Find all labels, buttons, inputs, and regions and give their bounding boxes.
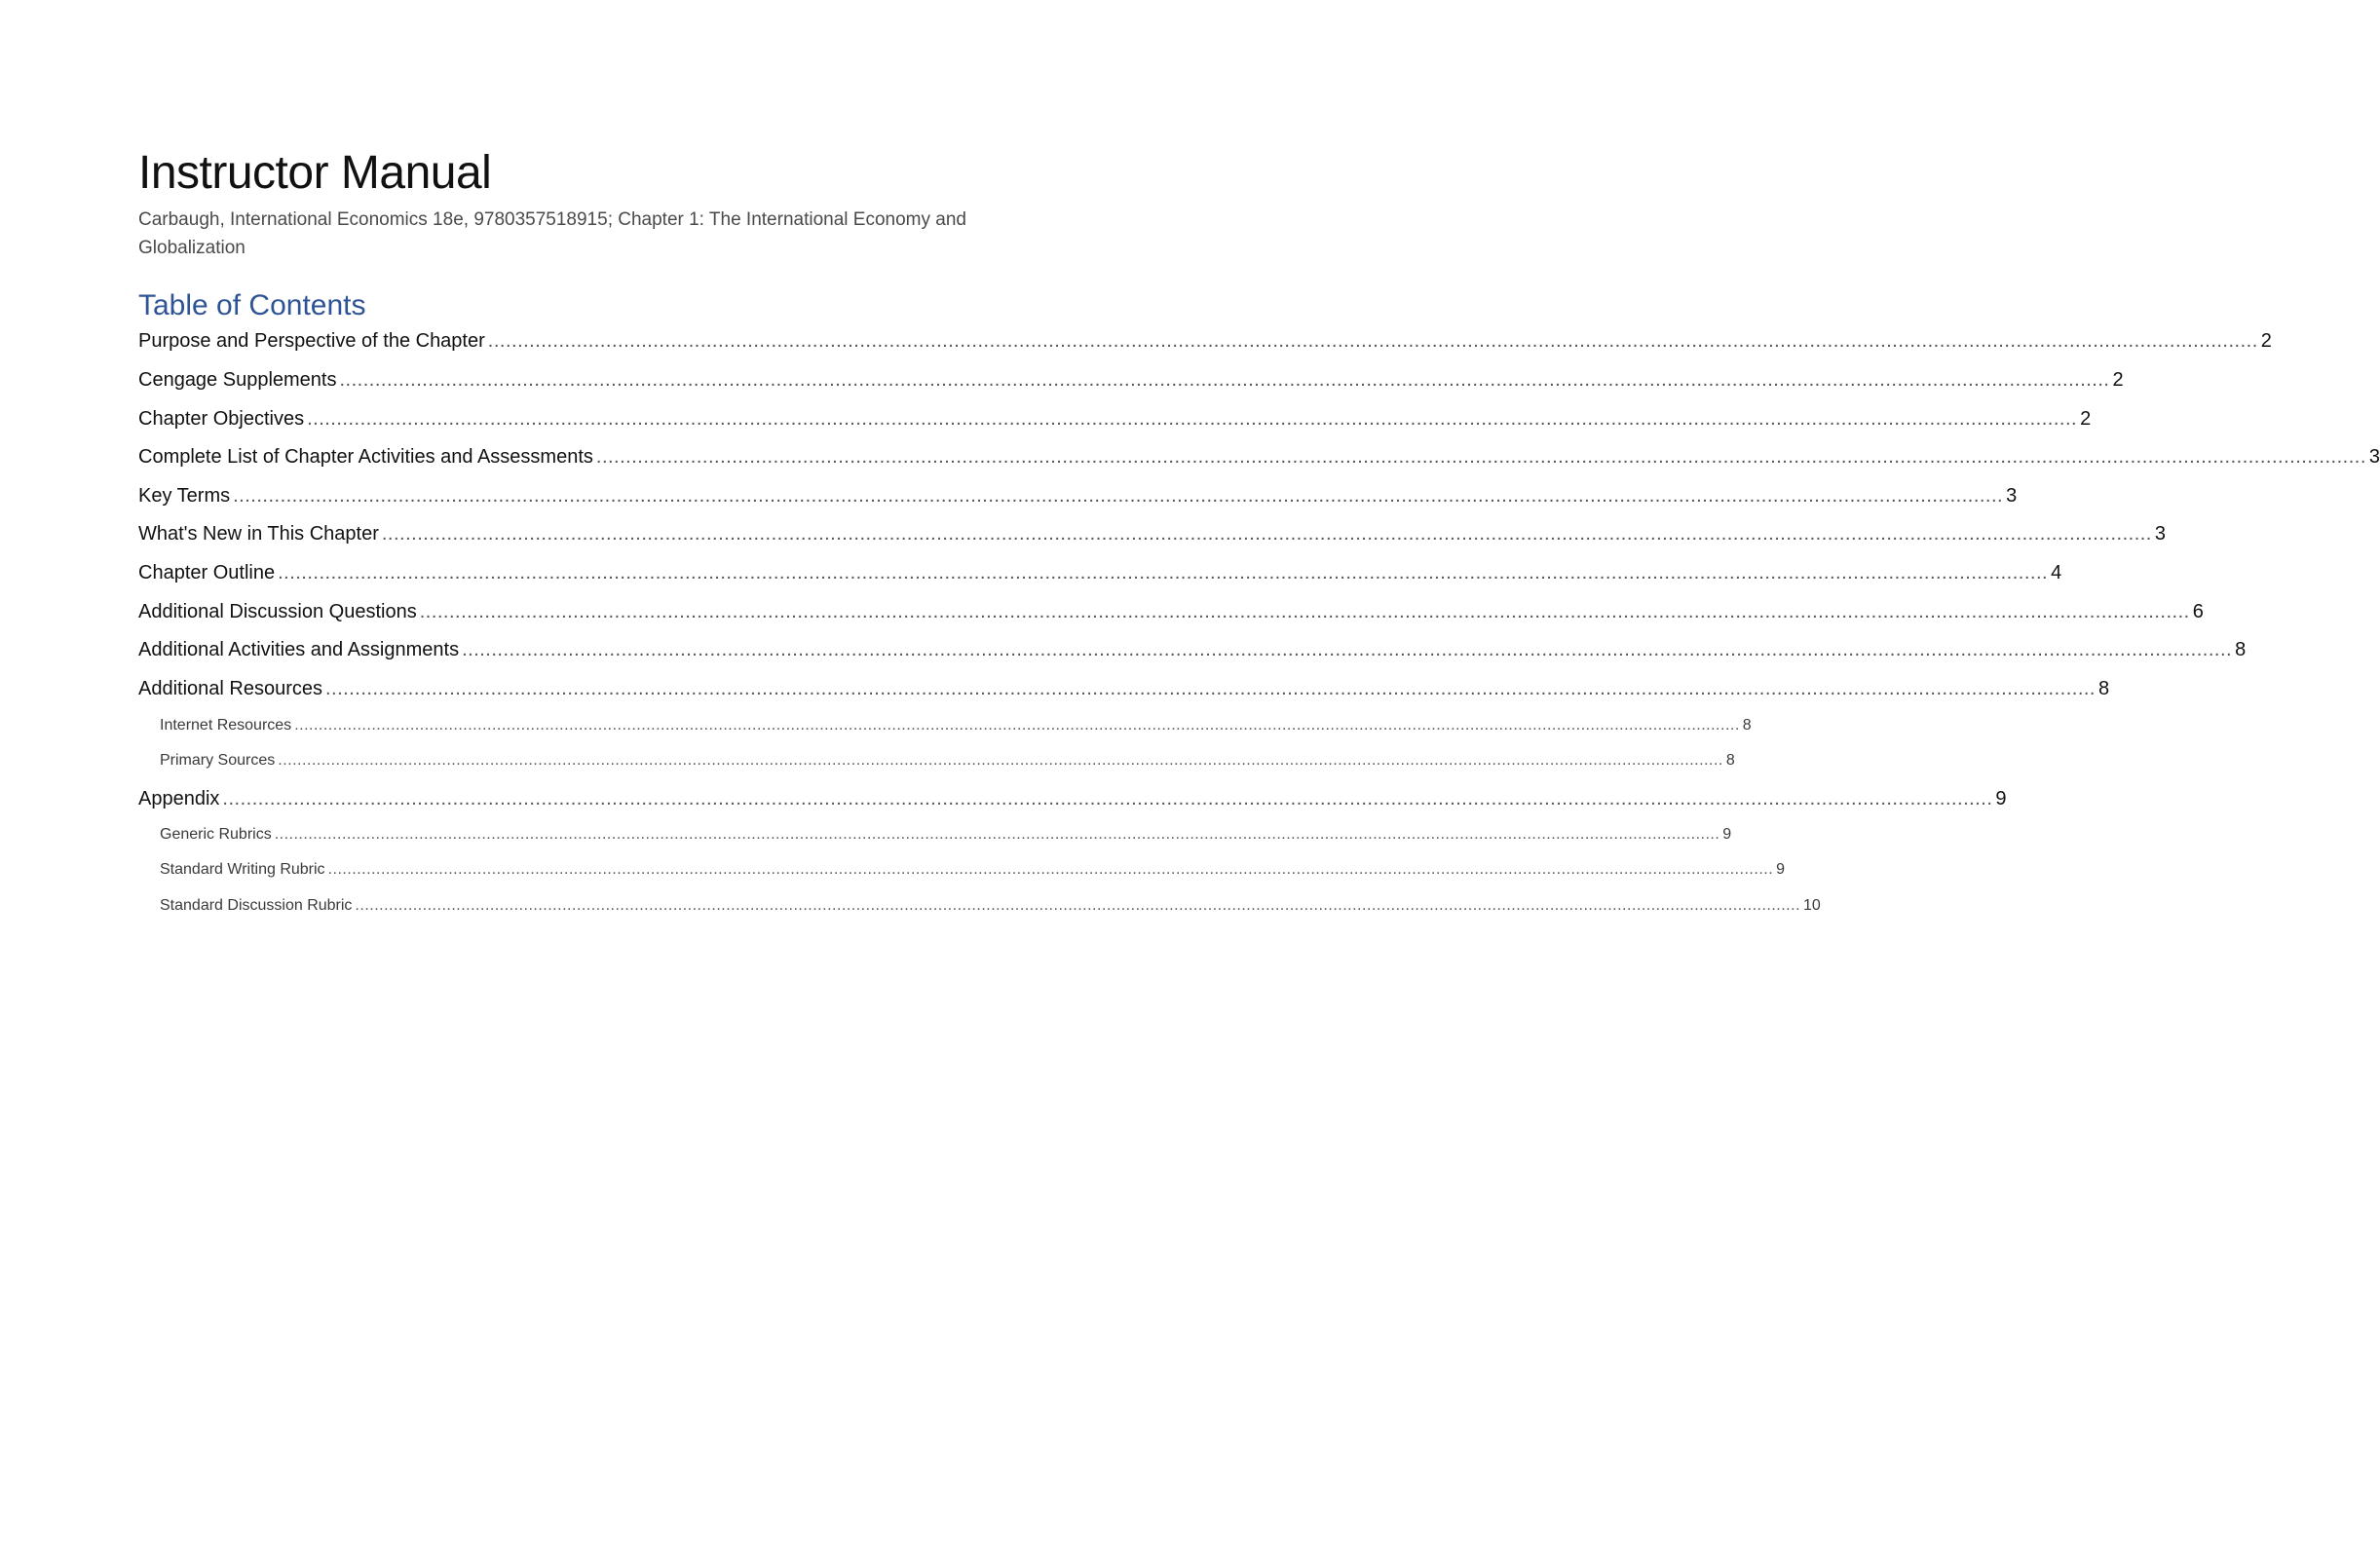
toc-entry-key-terms[interactable] <box>138 482 2018 509</box>
toc-entry-label: Standard Discussion Rubric <box>160 897 353 914</box>
toc-dot-leader: ............................................................................................................................................................................................................................................................................................................ <box>233 485 2004 507</box>
toc-entry-discussion-questions[interactable] <box>138 598 2204 625</box>
toc-page-number: 3 <box>2368 446 2380 468</box>
toc-page-number: 2 <box>2260 330 2272 352</box>
toc-dot-leader: ............................................................................................................................................................................................................................................................................................................ <box>274 826 1720 843</box>
toc-dot-leader: ............................................................................................................................................................................................................................................................................................................ <box>487 330 2258 352</box>
toc-page-number: 10 <box>1803 897 1821 914</box>
toc-entry-label: Appendix <box>138 788 220 809</box>
toc-page-number: 8 <box>2098 678 2110 699</box>
toc-entry-label: Generic Rubrics <box>160 826 272 843</box>
toc-entry-label: Purpose and Perspective of the Chapter <box>138 330 485 352</box>
toc-entry-label: What's New in This Chapter <box>138 523 379 545</box>
toc-dot-leader: ............................................................................................................................................................................................................................................................................................................ <box>327 861 1774 878</box>
toc-entry-chapter-outline[interactable] <box>138 559 2062 586</box>
toc-entry-activities-and-assessments[interactable] <box>138 443 2380 470</box>
toc-dot-leader: ............................................................................................................................................................................................................................................................................................................ <box>278 752 1723 769</box>
toc-entry-primary-sources[interactable] <box>160 750 1735 772</box>
toc-entry-label: Key Terms <box>138 485 231 507</box>
toc-entry-internet-resources[interactable] <box>160 715 1752 736</box>
toc-entry-standard-writing-rubric[interactable] <box>160 859 1786 881</box>
toc-dot-leader: ............................................................................................................................................................................................................................................................................................................ <box>294 717 1740 734</box>
toc-entry-standard-discussion-rubric[interactable] <box>160 895 1821 917</box>
toc-entry-label: Additional Activities and Assignments <box>138 639 460 660</box>
document-title: Instructor Manual <box>138 147 492 199</box>
toc-dot-leader: ............................................................................................................................................................................................................................................................................................................ <box>355 897 1801 914</box>
toc-page-number: 8 <box>1725 752 1735 769</box>
toc-entry-purpose-and-perspective[interactable] <box>138 327 2272 355</box>
toc-entry-label: Additional Discussion Questions <box>138 601 417 622</box>
toc-entry-whats-new[interactable] <box>138 520 2166 547</box>
toc-entry-label: Chapter Objectives <box>138 408 305 430</box>
toc-page-number: 9 <box>1776 861 1786 878</box>
document-subtitle: Carbaugh, International Economics 18e, 9780357518915; Chapter 1: The International Economy and Globalization <box>138 209 966 258</box>
toc-page-number: 4 <box>2051 562 2062 583</box>
toc-dot-leader: ............................................................................................................................................................................................................................................................................................................ <box>278 562 2049 583</box>
toc-page-number: 8 <box>1742 717 1752 734</box>
toc-dot-leader: ............................................................................................................................................................................................................................................................................................................ <box>419 601 2190 622</box>
toc-entry-label: Primary Sources <box>160 752 276 769</box>
toc-entry-label: Standard Writing Rubric <box>160 861 325 878</box>
toc-page-number: 8 <box>2235 639 2247 660</box>
toc-dot-leader: ............................................................................................................................................................................................................................................................................................................ <box>339 369 2110 391</box>
toc-page-number: 3 <box>2006 485 2018 507</box>
toc-dot-leader: ............................................................................................................................................................................................................................................................................................................ <box>325 678 2096 699</box>
toc-entry-label: Complete List of Chapter Activities and Assessments <box>138 446 593 468</box>
toc-entry-label: Cengage Supplements <box>138 369 337 391</box>
toc-dot-leader: ............................................................................................................................................................................................................................................................................................................ <box>595 446 2366 468</box>
toc-dot-leader: ............................................................................................................................................................................................................................................................................................................ <box>381 523 2152 545</box>
toc-entry-appendix[interactable] <box>138 785 2007 812</box>
toc-entry-label: Additional Resources <box>138 678 322 699</box>
toc-page-number: 2 <box>2080 408 2092 430</box>
toc-heading: Table of Contents <box>138 289 366 321</box>
toc-entry-chapter-objectives[interactable] <box>138 405 2092 433</box>
toc-entry-label: Internet Resources <box>160 717 292 734</box>
toc-page-number: 9 <box>1995 788 2007 809</box>
toc-page-number: 2 <box>2112 369 2124 391</box>
toc-entry-activities-and-assignments[interactable] <box>138 636 2247 663</box>
toc-page-number: 6 <box>2192 601 2204 622</box>
toc-entry-generic-rubrics[interactable] <box>160 824 1732 846</box>
toc-dot-leader: ............................................................................................................................................................................................................................................................................................................ <box>222 788 1993 809</box>
toc-dot-leader: ............................................................................................................................................................................................................................................................................................................ <box>307 408 2078 430</box>
toc-page-number: 9 <box>1722 826 1732 843</box>
toc-page-number: 3 <box>2154 523 2166 545</box>
toc-entry-additional-resources[interactable] <box>138 675 2110 702</box>
toc-dot-leader: ............................................................................................................................................................................................................................................................................................................ <box>462 639 2233 660</box>
toc-entry-label: Chapter Outline <box>138 562 276 583</box>
toc-entry-cengage-supplements[interactable] <box>138 366 2124 394</box>
